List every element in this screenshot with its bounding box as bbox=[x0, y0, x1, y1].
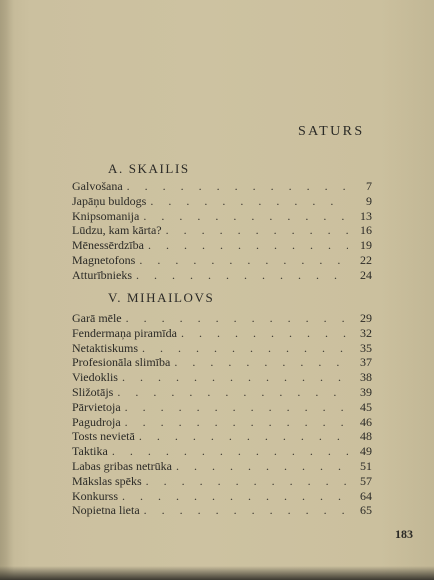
entry-title: Labas gribas netrūka bbox=[72, 458, 172, 473]
toc-entry bbox=[72, 474, 372, 489]
dot-leader bbox=[174, 355, 348, 370]
toc-entry bbox=[72, 400, 372, 415]
entry-page: 57 bbox=[360, 473, 372, 488]
entry-page: 32 bbox=[360, 325, 372, 340]
dot-leader bbox=[176, 459, 348, 474]
toc-entry bbox=[72, 385, 372, 400]
toc-entry bbox=[72, 429, 372, 444]
toc-entry bbox=[72, 194, 372, 209]
entry-title: Taktika bbox=[72, 444, 108, 459]
entry-title: Knipsomanija bbox=[72, 208, 140, 223]
entry-title: Pārvietoja bbox=[72, 399, 121, 414]
toc-entry bbox=[72, 415, 372, 430]
toc-entry bbox=[72, 489, 372, 504]
entry-title: Mākslas spēks bbox=[72, 473, 142, 488]
entry-page: 9 bbox=[366, 193, 372, 208]
entry-title: Magnetofons bbox=[72, 252, 136, 267]
toc-entry bbox=[72, 253, 372, 268]
entry-page: 64 bbox=[360, 488, 372, 503]
entry-page: 39 bbox=[360, 384, 372, 399]
entry-title: Tosts nevietā bbox=[72, 429, 135, 444]
entry-page: 65 bbox=[360, 503, 372, 518]
toc-entry bbox=[72, 341, 372, 356]
contents-heading: SATURS bbox=[298, 124, 365, 139]
dot-leader bbox=[139, 429, 348, 444]
entry-page: 35 bbox=[360, 340, 372, 355]
dot-leader bbox=[139, 253, 348, 268]
entry-title: Konkurss bbox=[72, 488, 119, 503]
entry-page: 19 bbox=[360, 238, 372, 253]
entry-page: 7 bbox=[366, 179, 372, 193]
page-gutter-shadow bbox=[0, 0, 14, 580]
dot-leader bbox=[117, 385, 348, 400]
entry-title: Atturībnieks bbox=[72, 267, 132, 282]
dot-leader bbox=[125, 400, 348, 415]
toc-entry bbox=[72, 370, 372, 385]
section-entries-mihailovs bbox=[72, 311, 372, 518]
dot-leader bbox=[166, 223, 348, 238]
entry-title: Netaktiskums bbox=[72, 340, 138, 355]
entry-page: 29 bbox=[360, 311, 372, 325]
dot-leader bbox=[126, 311, 348, 326]
entry-page: 46 bbox=[360, 414, 372, 429]
entry-title: Mēnessērdzība bbox=[72, 238, 144, 253]
dot-leader bbox=[143, 209, 348, 224]
dot-leader bbox=[122, 370, 348, 385]
toc-entry bbox=[72, 326, 372, 341]
entry-page: 45 bbox=[360, 399, 372, 414]
dot-leader bbox=[127, 179, 348, 194]
entry-title: Galvošana bbox=[72, 179, 123, 193]
toc-entry bbox=[72, 223, 372, 238]
entry-page: 49 bbox=[360, 444, 372, 459]
dot-leader bbox=[112, 444, 348, 459]
entry-title: Profesionāla slimība bbox=[72, 355, 171, 370]
entry-page: 13 bbox=[360, 208, 372, 223]
page-number: 183 bbox=[395, 527, 413, 541]
dot-leader bbox=[181, 326, 348, 341]
dot-leader bbox=[148, 238, 348, 253]
entry-title: Lūdzu, kam kārta? bbox=[72, 223, 162, 238]
dot-leader bbox=[150, 194, 348, 209]
toc-entry bbox=[72, 179, 372, 194]
section-author-skailis: A. SKAILIS bbox=[108, 161, 190, 176]
entry-page: 38 bbox=[360, 370, 372, 385]
entry-title: Garā mēle bbox=[72, 311, 122, 325]
toc-entry bbox=[72, 238, 372, 253]
entry-page: 37 bbox=[360, 355, 372, 370]
dot-leader bbox=[122, 489, 348, 504]
entry-title: Japāņu buldogs bbox=[72, 193, 147, 208]
dot-leader bbox=[142, 341, 348, 356]
dot-leader bbox=[144, 503, 348, 518]
dot-leader bbox=[125, 415, 348, 430]
entry-page: 22 bbox=[360, 252, 372, 267]
dot-leader bbox=[136, 268, 348, 283]
entry-title: Nopietna lieta bbox=[72, 503, 140, 518]
entry-page: 48 bbox=[360, 429, 372, 444]
toc-entry bbox=[72, 503, 372, 518]
entry-page: 51 bbox=[360, 458, 372, 473]
toc-entry bbox=[72, 209, 372, 224]
entry-title: Viedoklis bbox=[72, 370, 118, 385]
entry-page: 24 bbox=[360, 267, 372, 282]
toc-entry bbox=[72, 459, 372, 474]
entry-title: Sližotājs bbox=[72, 384, 114, 399]
dot-leader bbox=[146, 474, 348, 489]
toc-entry bbox=[72, 355, 372, 370]
page-bottom-shadow bbox=[0, 566, 434, 580]
entry-title: Pagudroja bbox=[72, 414, 121, 429]
section-entries-skailis bbox=[72, 179, 372, 283]
section-author-mihailovs: V. MIHAILOVS bbox=[108, 290, 215, 305]
entry-page: 16 bbox=[360, 223, 372, 238]
toc-entry bbox=[72, 444, 372, 459]
entry-title: Fendermaņa piramīda bbox=[72, 325, 177, 340]
toc-entry bbox=[72, 268, 372, 283]
toc-entry bbox=[72, 311, 372, 326]
